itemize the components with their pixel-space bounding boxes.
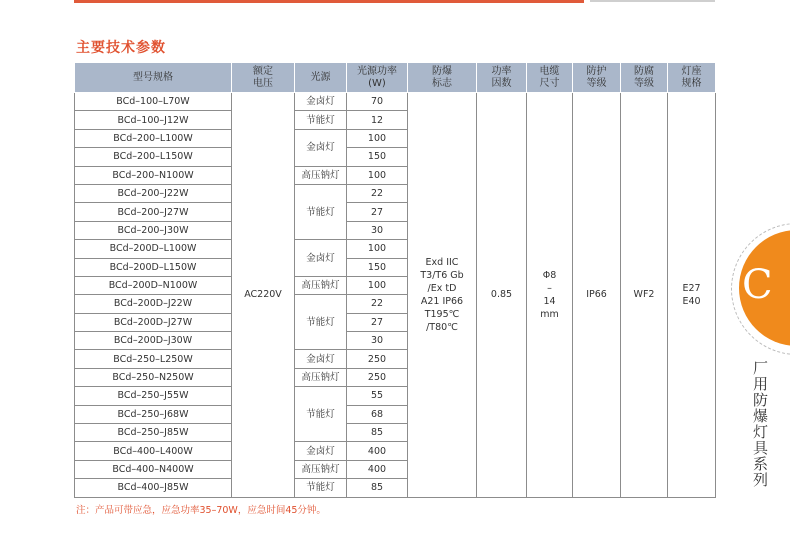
light-source-cell: 金卤灯 bbox=[295, 129, 347, 166]
ex-mark-cell: Exd IIC T3/T6 Gb /Ex tD A21 IP66 T195℃ /T80℃ bbox=[408, 93, 477, 498]
light-source-cell: 金卤灯 bbox=[295, 240, 347, 277]
model-cell: BCd–200–L150W bbox=[75, 148, 232, 166]
header-power: 光源功率 (W) bbox=[347, 63, 408, 93]
light-source-cell: 节能灯 bbox=[295, 111, 347, 129]
power-cell: 55 bbox=[347, 387, 408, 405]
light-source-cell: 节能灯 bbox=[295, 295, 347, 350]
model-cell: BCd–200D–J30W bbox=[75, 332, 232, 350]
model-cell: BCd–200–J22W bbox=[75, 184, 232, 202]
power-cell: 85 bbox=[347, 424, 408, 442]
header-socket: 灯座 规格 bbox=[668, 63, 716, 93]
power-cell: 100 bbox=[347, 129, 408, 147]
power-cell: 68 bbox=[347, 405, 408, 423]
power-cell: 150 bbox=[347, 148, 408, 166]
model-cell: BCd–200–N100W bbox=[75, 166, 232, 184]
model-cell: BCd–100–L70W bbox=[75, 93, 232, 111]
power-cell: 400 bbox=[347, 442, 408, 460]
table-row bbox=[75, 93, 716, 111]
power-cell: 100 bbox=[347, 166, 408, 184]
power-cell: 30 bbox=[347, 332, 408, 350]
header-voltage: 额定 电压 bbox=[232, 63, 295, 93]
power-cell: 100 bbox=[347, 276, 408, 294]
model-cell: BCd–100–J12W bbox=[75, 111, 232, 129]
model-cell: BCd–250–J68W bbox=[75, 405, 232, 423]
socket-cell: E27 E40 bbox=[668, 93, 716, 498]
model-cell: BCd–200D–L100W bbox=[75, 240, 232, 258]
light-source-cell: 节能灯 bbox=[295, 479, 347, 497]
section-title: 主要技术参数 bbox=[76, 40, 166, 56]
series-title: 厂用防爆灯具系列 bbox=[751, 360, 769, 488]
power-cell: 85 bbox=[347, 479, 408, 497]
power-cell: 22 bbox=[347, 184, 408, 202]
model-cell: BCd–200–J27W bbox=[75, 203, 232, 221]
power-factor-cell: 0.85 bbox=[477, 93, 527, 498]
ip-grade-cell: IP66 bbox=[573, 93, 621, 498]
power-cell: 12 bbox=[347, 111, 408, 129]
light-source-cell: 高压钠灯 bbox=[295, 368, 347, 386]
model-cell: BCd–400–J85W bbox=[75, 479, 232, 497]
footnote: 注：产品可带应急，应急功率35–70W，应急时间45分钟。 bbox=[76, 505, 326, 516]
model-cell: BCd–200D–L150W bbox=[75, 258, 232, 276]
model-cell: BCd–200D–J27W bbox=[75, 313, 232, 331]
power-cell: 100 bbox=[347, 240, 408, 258]
header-ip-grade: 防护 等级 bbox=[573, 63, 621, 93]
light-source-cell: 金卤灯 bbox=[295, 93, 347, 111]
top-accent-line bbox=[74, 0, 584, 3]
model-cell: BCd–400–L400W bbox=[75, 442, 232, 460]
top-divider-line bbox=[590, 0, 715, 2]
model-cell: BCd–200D–N100W bbox=[75, 276, 232, 294]
power-cell: 400 bbox=[347, 460, 408, 478]
power-cell: 27 bbox=[347, 313, 408, 331]
power-cell: 250 bbox=[347, 350, 408, 368]
header-ex-mark: 防爆 标志 bbox=[408, 63, 477, 93]
light-source-cell: 金卤灯 bbox=[295, 442, 347, 460]
power-cell: 22 bbox=[347, 295, 408, 313]
model-cell: BCd–200–J30W bbox=[75, 221, 232, 239]
header-power-factor: 功率 因数 bbox=[477, 63, 527, 93]
light-source-cell: 高压钠灯 bbox=[295, 166, 347, 184]
power-cell: 27 bbox=[347, 203, 408, 221]
model-cell: BCd–400–N400W bbox=[75, 460, 232, 478]
light-source-cell: 高压钠灯 bbox=[295, 276, 347, 294]
header-model: 型号规格 bbox=[75, 63, 232, 93]
category-letter: C bbox=[742, 262, 773, 308]
light-source-cell: 节能灯 bbox=[295, 184, 347, 239]
spec-table bbox=[74, 62, 716, 498]
power-cell: 250 bbox=[347, 368, 408, 386]
model-cell: BCd–200D–J22W bbox=[75, 295, 232, 313]
table-header-row bbox=[75, 63, 716, 93]
cable-cell: Φ8 – 14 mm bbox=[527, 93, 573, 498]
light-source-cell: 金卤灯 bbox=[295, 350, 347, 368]
model-cell: BCd–200–L100W bbox=[75, 129, 232, 147]
model-cell: BCd–250–L250W bbox=[75, 350, 232, 368]
model-cell: BCd–250–J85W bbox=[75, 424, 232, 442]
power-cell: 30 bbox=[347, 221, 408, 239]
header-corrosion: 防腐 等级 bbox=[621, 63, 668, 93]
model-cell: BCd–250–N250W bbox=[75, 368, 232, 386]
power-cell: 70 bbox=[347, 93, 408, 111]
light-source-cell: 节能灯 bbox=[295, 387, 347, 442]
corrosion-cell: WF2 bbox=[621, 93, 668, 498]
voltage-cell: AC220V bbox=[232, 93, 295, 498]
light-source-cell: 高压钠灯 bbox=[295, 460, 347, 478]
power-cell: 150 bbox=[347, 258, 408, 276]
header-cable: 电缆 尺寸 bbox=[527, 63, 573, 93]
model-cell: BCd–250–J55W bbox=[75, 387, 232, 405]
header-light-source: 光源 bbox=[295, 63, 347, 93]
